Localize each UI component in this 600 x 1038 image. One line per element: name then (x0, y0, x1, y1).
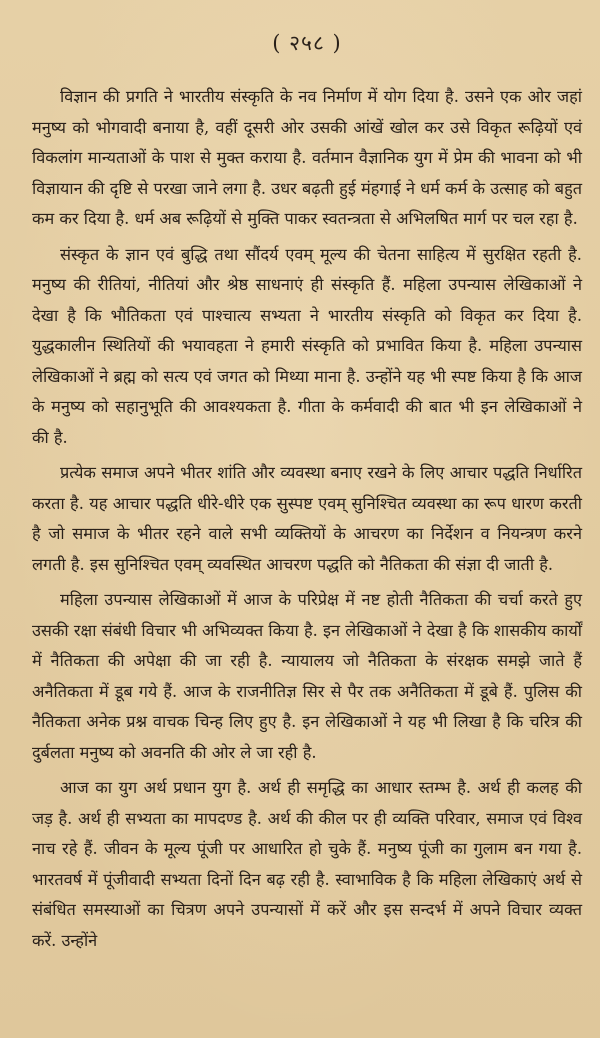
page-number: ( २५८ ) (272, 31, 342, 55)
paragraph-culture-values: संस्कृत के ज्ञान एवं बुद्धि तथा सौंदर्य एवम् मूल्य की चेतना साहित्य में सुरक्षित रहती है. मनुष्य की रीतियां, नीतियां और श्रेष्ठ साधनाएं ही संस्कृति हैं. महिला उपन्यास लेखिकाओं ने देखा है कि भौतिकता एवं पाश्चात्य सभ्यता ने भारतीय संस्कृति को विकृत कर दिया है. युद्धकालीन स्थितियों की भयावहता ने हमारी संस्कृति को प्रभावित किया है. महिला उपन्यास लेखिकाओं ने ब्रह्म को सत्य एवं जगत को मिथ्या माना है. उन्होंने यह भी स्पष्ट किया है कि आज के मनुष्य को सहानुभूति की आवश्यकता है. गीता के कर्मवादी की बात भी इन लेखिकाओं ने की है. (32, 244, 582, 447)
paragraph-economy: आज का युग अर्थ प्रधान युग है. अर्थ ही समृद्धि का आधार स्तम्भ है. अर्थ ही कलह की जड़ है. अर्थ ही सभ्यता का मापदण्ड है. अर्थ की कील पर ही व्यक्ति परिवार, समाज एवं विश्व नाच रहे हैं. जीवन के मूल्य पूंजी पर आधारित हो चुके हैं. मनुष्य पूंजी का गुलाम बन गया है. भारतवर्ष में पूंजीवादी सभ्यता दिनों दिन बढ़ रही है. स्वाभाविक है कि महिला लेखिकाएं अर्थ से संबंधित समस्याओं का चित्रण अपने उपन्यासों में करें और इस सन्दर्भ में अपने विचार व्यक्त करें. उन्होंने (32, 778, 582, 950)
paragraph-social-conduct: प्रत्येक समाज अपने भीतर शांति और व्यवस्था बनाए रखने के लिए आचार पद्धति निर्धारित करता है. यह आचार पद्धति धीरे-धीरे एक सुस्पष्ट एवम् सुनिश्चित व्यवस्था का रूप धारण करती है जो समाज के भीतर रहने वाले सभी व्यक्तियों के आचरण का निर्देशन व नियन्त्रण करने लगती है. इस सुनिश्चित एवम् व्यवस्थित आचरण पद्धति को नैतिकता की संज्ञा दी जाती है. (32, 463, 582, 574)
paragraph-morality: महिला उपन्यास लेखिकाओं में आज के परिप्रेक्ष में नष्ट होती नैतिकता की चर्चा करते हुए उसकी रक्षा संबंधी विचार भी अभिव्यक्त किया है. इन लेखिकाओं ने देखा है कि शासकीय कार्यों में नैतिकता की अपेक्षा की जा रही है. न्यायालय जो नैतिकता के संरक्षक समझे जाते हैं अनैतिकता में डूब गये हैं. आज के राजनीतिज्ञ सिर से पैर तक अनैतिकता में डूबे हैं. पुलिस की नैतिकता अनेक प्रश्न वाचक चिन्ह लिए हुए है. इन लेखिकाओं ने यह भी लिखा है कि चरित्र की दुर्बलता मनुष्य को अवनति की ओर ले जा रही है. (32, 590, 582, 762)
paragraph-science-culture: विज्ञान की प्रगति ने भारतीय संस्कृति के नव निर्माण में योग दिया है. उसने एक ओर जहां मनुष्य को भोगवादी बनाया है, वहीं दूसरी ओर उसकी आंखें खोल कर उसे विकृत रूढ़ियों एवं विकलांग मान्यताओं के पाश से मुक्त कराया है. वर्तमान वैज्ञानिक युग में प्रेम की भावना को भी विज्ञायान की दृष्टि से परखा जाने लगा है. उधर बढ़ती हुई मंहगाई ने धर्म कर्म के उत्साह को बहुत कम कर दिया है. धर्म अब रूढ़ियों से मुक्ति पाकर स्वतन्त्रता से अभिलषित मार्ग पर चल रहा है. (32, 87, 582, 228)
